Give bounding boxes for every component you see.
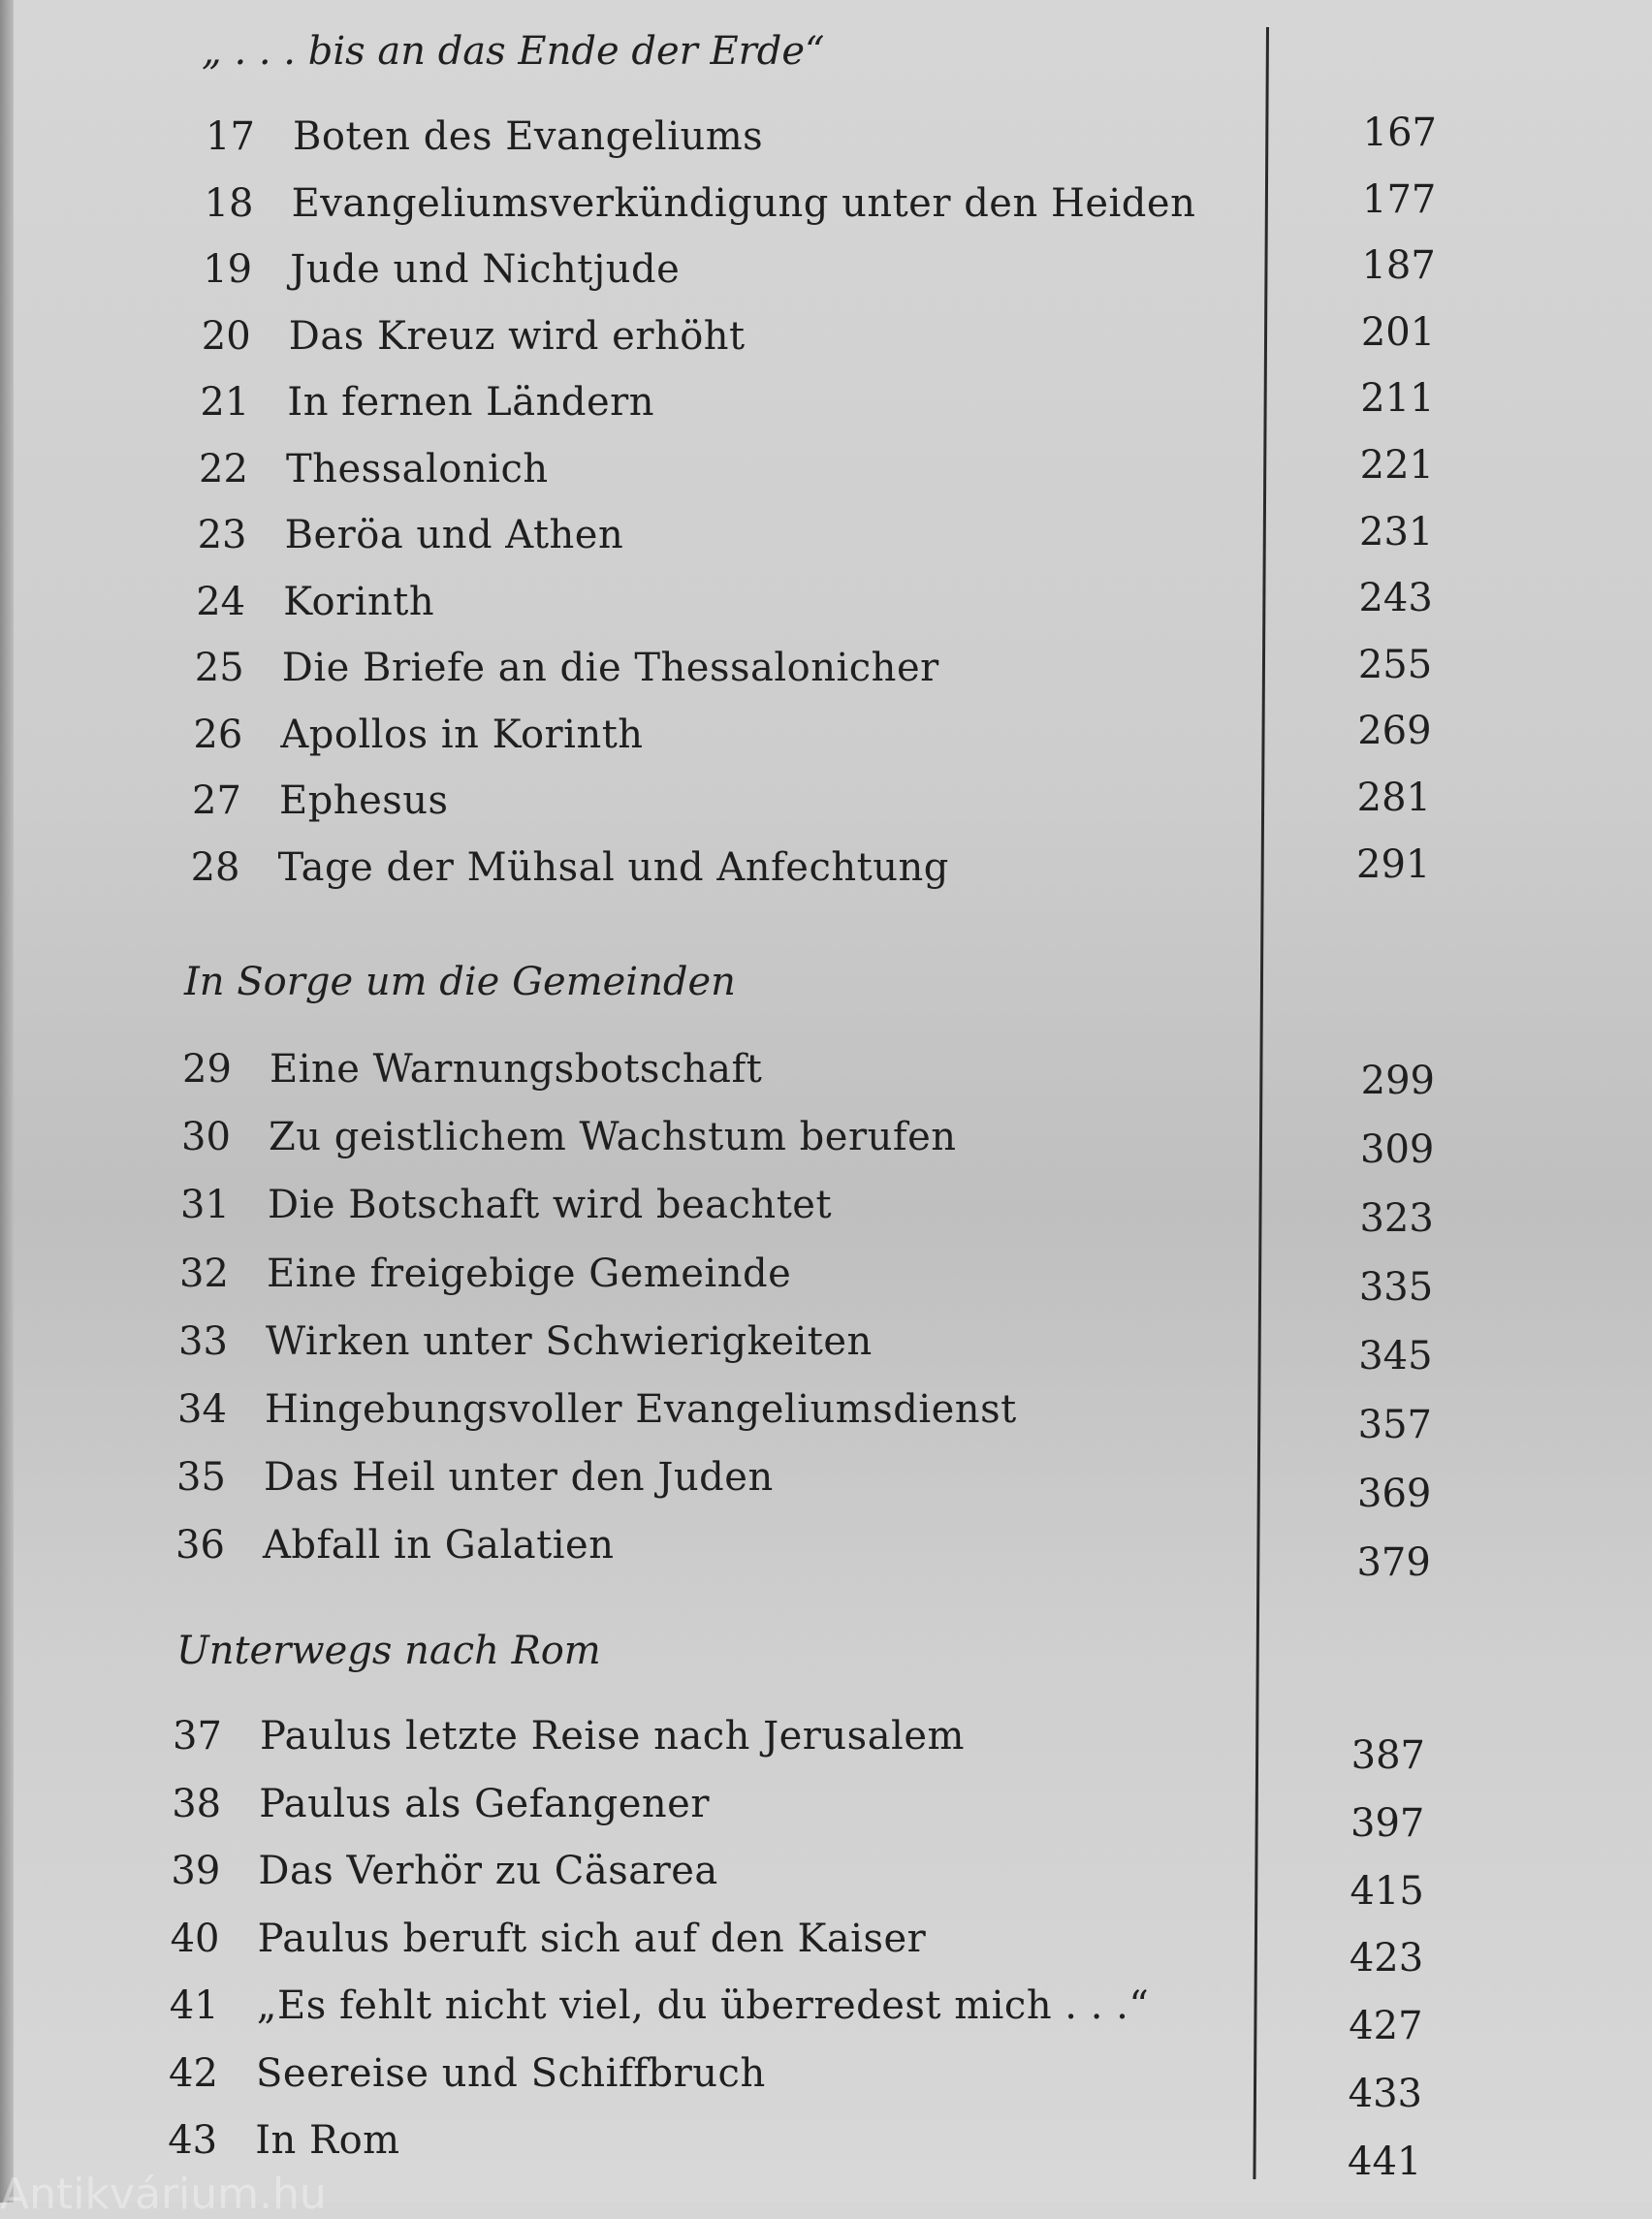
chapter-title: In Rom <box>255 2118 400 2163</box>
chapter-number: 26 <box>193 712 243 757</box>
page-number: 345 <box>1358 1334 1433 1379</box>
chapter-number: 37 <box>173 1714 222 1759</box>
chapter-title: „Es fehlt nicht viel, du überredest mich . . .“ <box>256 1983 1150 2028</box>
page-number: 167 <box>1362 111 1437 155</box>
chapter-number: 20 <box>201 313 251 359</box>
chapter-number: 33 <box>178 1318 228 1364</box>
page-number: 323 <box>1359 1196 1434 1241</box>
page-number: 291 <box>1356 841 1431 887</box>
chapter-title: Seereise und Schiffbruch <box>256 2050 766 2096</box>
chapter-number: 24 <box>196 579 246 624</box>
chapter-title: Die Briefe an die Thessalonicher <box>281 646 939 690</box>
column-divider <box>1253 27 1269 2179</box>
page-number: 369 <box>1357 1472 1432 1516</box>
chapter-title: Evangeliumsverkündigung unter den Heiden <box>291 180 1196 226</box>
chapter-number: 34 <box>177 1387 227 1432</box>
chapter-title: Jude und Nichtjude <box>290 247 681 292</box>
page-number: 177 <box>1362 176 1437 222</box>
chapter-title: Zu geistlichem Wachstum berufen <box>269 1115 957 1160</box>
chapter-title: Beröa und Athen <box>284 513 624 557</box>
page-number: 433 <box>1348 2072 1422 2116</box>
chapter-title: Das Verhör zu Cäsarea <box>258 1849 718 1893</box>
chapter-number: 22 <box>199 446 248 491</box>
chapter-title: Hingebungsvoller Evangeliumsdienst <box>265 1387 1017 1432</box>
chapter-number: 29 <box>182 1047 232 1092</box>
page-number: 243 <box>1358 576 1433 621</box>
watermark: Antikvárium.hu <box>0 2170 327 2219</box>
page-number: 415 <box>1350 1868 1424 1914</box>
chapter-title: Abfall in Galatien <box>263 1523 615 1569</box>
page-number: 281 <box>1356 776 1431 820</box>
page-number: 299 <box>1360 1059 1435 1103</box>
chapter-title: Thessalonich <box>286 446 549 491</box>
chapter-number: 38 <box>172 1781 222 1826</box>
chapter-title: Eine Warnungsbotschaft <box>270 1047 763 1092</box>
page-number: 335 <box>1358 1265 1434 1310</box>
chapter-number: 36 <box>175 1523 225 1569</box>
chapter-number: 23 <box>197 513 247 557</box>
section-title: Unterwegs nach Rom <box>176 1629 601 1673</box>
chapter-title: Boten des Evangeliums <box>293 114 764 159</box>
chapter-number: 35 <box>176 1455 226 1501</box>
page-number: 187 <box>1361 243 1436 289</box>
chapter-number: 21 <box>200 380 250 425</box>
chapter-number: 43 <box>168 2118 218 2163</box>
section-title: „ . . . bis an das Ende der Erde“ <box>202 29 825 74</box>
chapter-number: 27 <box>192 778 241 823</box>
chapter-title: Paulus beruft sich auf den Kaiser <box>257 1916 927 1961</box>
chapter-title: Ephesus <box>279 778 449 823</box>
chapter-title: Eine freigebige Gemeinde <box>267 1251 792 1296</box>
page-number: 211 <box>1360 376 1435 422</box>
chapter-title: Apollos in Korinth <box>280 712 644 757</box>
chapter-number: 28 <box>190 844 240 890</box>
chapter-title: Wirken unter Schwierigkeiten <box>266 1318 873 1364</box>
chapter-title: Die Botschaft wird beachtet <box>268 1183 833 1228</box>
page-number: 423 <box>1349 1936 1424 1981</box>
chapter-number: 40 <box>170 1916 220 1961</box>
page-number: 309 <box>1360 1127 1435 1172</box>
page-number: 201 <box>1360 309 1436 355</box>
chapter-title: Das Heil unter den Juden <box>264 1455 774 1501</box>
page-number: 427 <box>1349 2004 1423 2049</box>
page-number: 387 <box>1350 1733 1425 1778</box>
chapter-number: 32 <box>179 1251 229 1296</box>
chapter-number: 17 <box>206 114 255 159</box>
page-number: 357 <box>1357 1403 1432 1447</box>
chapter-number: 25 <box>194 646 244 690</box>
page-number: 441 <box>1348 2139 1422 2184</box>
chapter-title: Paulus als Gefangener <box>259 1781 710 1826</box>
chapter-number: 30 <box>181 1115 231 1160</box>
chapter-number: 18 <box>204 180 254 226</box>
chapter-number: 41 <box>169 1983 219 2028</box>
page-number: 231 <box>1359 509 1434 555</box>
chapter-title: In fernen Ländern <box>287 380 655 425</box>
page-number: 397 <box>1350 1800 1425 1846</box>
section-title: In Sorge um die Gemeinden <box>184 960 736 1004</box>
chapter-title: Paulus letzte Reise nach Jerusalem <box>260 1714 965 1759</box>
chapter-number: 31 <box>180 1183 230 1228</box>
chapter-number: 19 <box>203 247 253 292</box>
chapter-title: Das Kreuz wird erhöht <box>288 313 746 359</box>
page-edge <box>0 0 14 2203</box>
page-number: 379 <box>1356 1540 1431 1585</box>
chapter-title: Korinth <box>283 579 435 624</box>
page-number: 221 <box>1359 443 1434 488</box>
chapter-title: Tage der Mühsal und Anfechtung <box>277 844 949 890</box>
page-number: 255 <box>1357 642 1433 687</box>
page-number: 269 <box>1357 709 1432 754</box>
chapter-number: 39 <box>171 1849 221 1893</box>
chapter-number: 42 <box>169 2050 218 2096</box>
